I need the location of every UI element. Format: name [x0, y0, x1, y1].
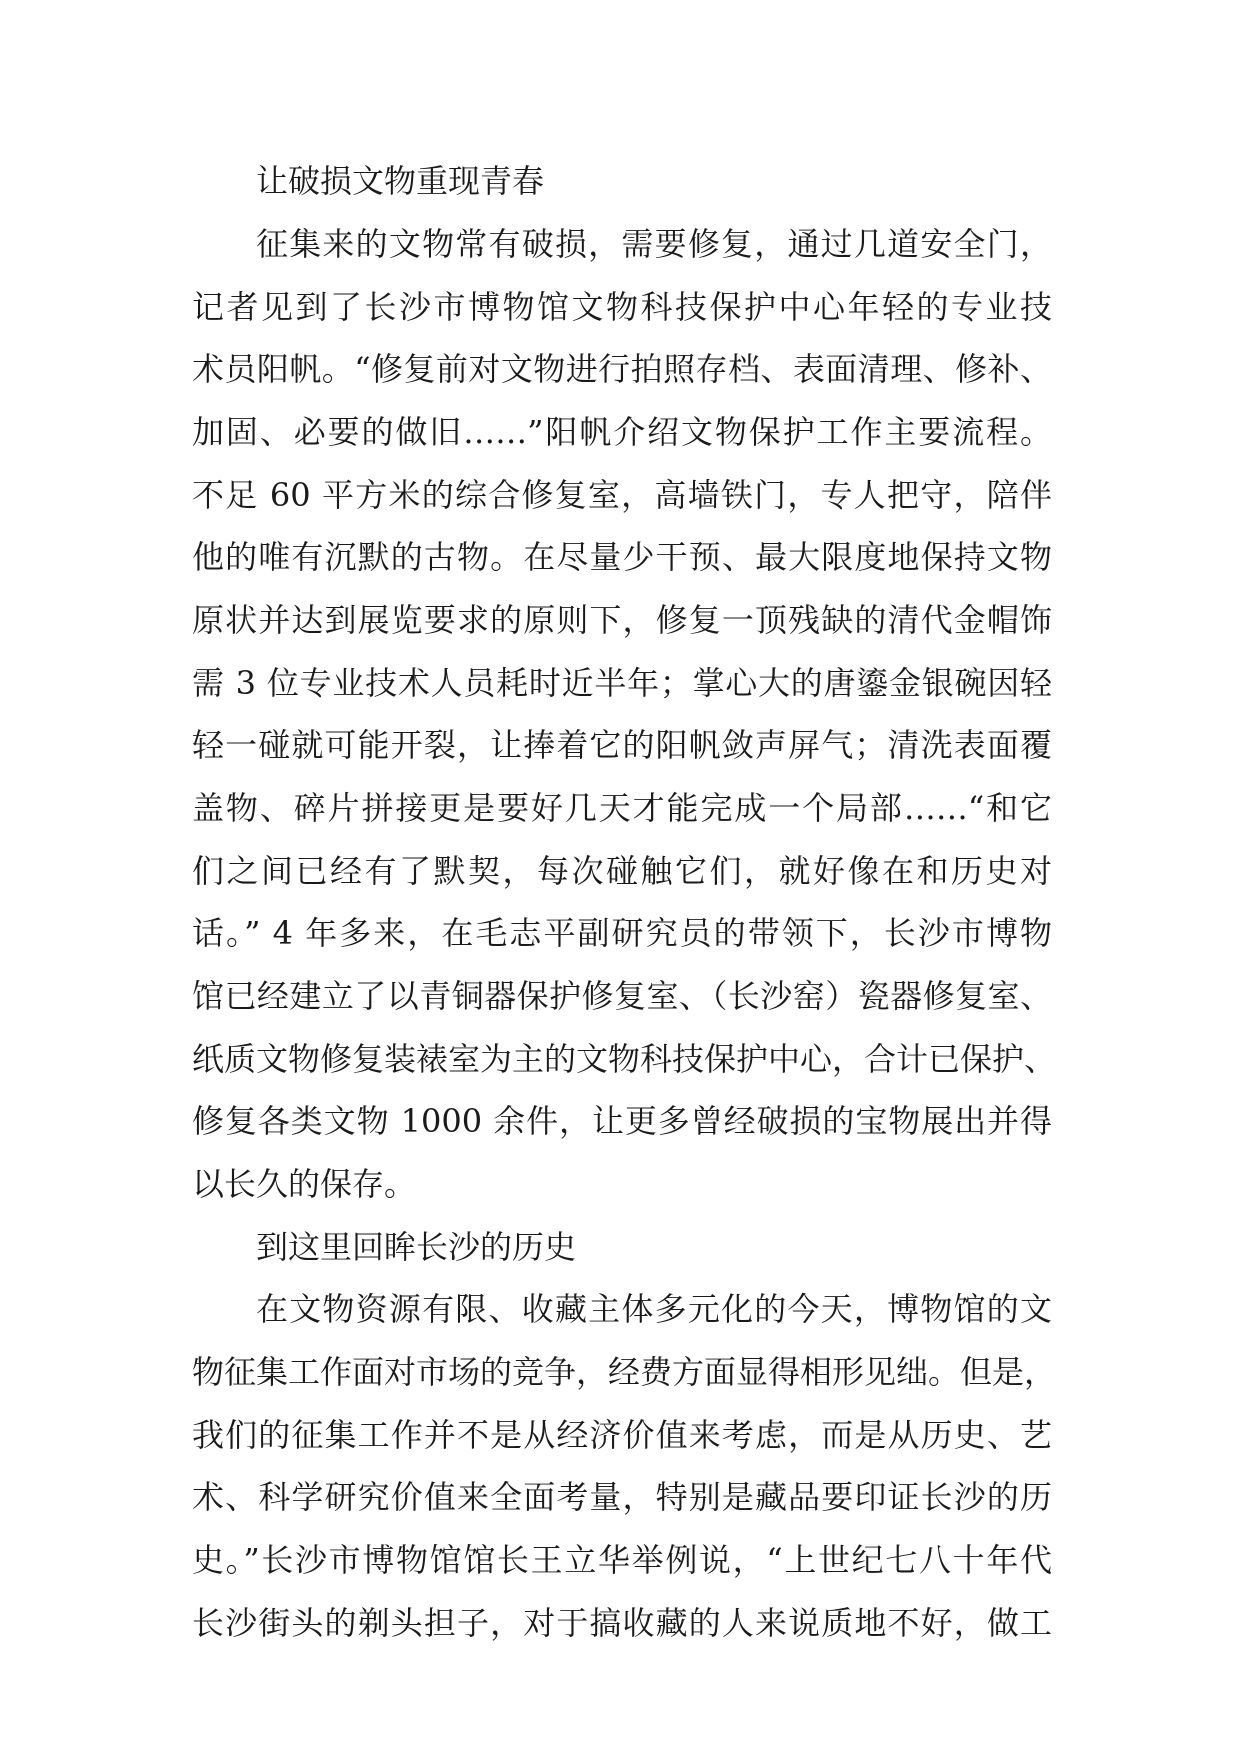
paragraph-line: 纸质文物修复装裱室为主的文物科技保护中心，合计已保护、: [192, 1040, 1057, 1078]
paragraph-line: 记者见到了长沙市博物馆文物科技保护中心年轻的专业技: [192, 288, 1052, 326]
paragraph-line: 术、科学研究价值来全面考量，特别是藏品要印证长沙的历: [192, 1478, 1052, 1516]
paragraph-line: 在文物资源有限、收藏主体多元化的今天，博物馆的文: [256, 1290, 1052, 1328]
paragraph-line: 馆已经建立了以青铜器保护修复室、（长沙窑）瓷器修复室、: [192, 977, 1052, 1015]
paragraph-line: 们之间已经有了默契，每次碰触它们，就好像在和历史对: [192, 852, 1052, 890]
paragraph-line: 物征集工作面对市场的竞争，经费方面显得相形见绌。但是，: [192, 1353, 1057, 1391]
paragraph-line: 以长久的保存。: [192, 1165, 417, 1203]
section-heading: 让破损文物重现青春: [256, 162, 545, 200]
paragraph-line: 轻一碰就可能开裂，让捧着它的阳帆敛声屏气；清洗表面覆: [192, 726, 1052, 764]
paragraph-line: 需 3 位专业技术人员耗时近半年；掌心大的唐鎏金银碗因轻: [192, 664, 1052, 702]
paragraph-line: 盖物、碎片拼接更是要好几天才能完成一个局部……“和它: [192, 789, 1052, 827]
paragraph-line: 他的唯有沉默的古物。在尽量少干预、最大限度地保持文物: [192, 538, 1052, 576]
paragraph-line: 不足 60 平方米的综合修复室，高墙铁门，专人把守，陪伴: [192, 476, 1052, 514]
paragraph-line: 加固、必要的做旧……”阳帆介绍文物保护工作主要流程。: [192, 413, 1052, 451]
paragraph-line: 原状并达到展览要求的原则下，修复一顶残缺的清代金帽饰: [192, 601, 1052, 639]
paragraph-line: 史。”长沙市博物馆馆长王立华举例说，“上世纪七八十年代: [192, 1541, 1052, 1579]
section-heading: 到这里回眸长沙的历史: [256, 1228, 577, 1266]
paragraph-line: 我们的征集工作并不是从经济价值来考虑，而是从历史、艺: [192, 1416, 1052, 1454]
paragraph-line: 术员阳帆。“修复前对文物进行拍照存档、表面清理、修补、: [192, 350, 1052, 388]
paragraph-line: 话。” 4 年多来，在毛志平副研究员的带领下，长沙市博物: [192, 914, 1052, 952]
paragraph-line: 征集来的文物常有破损，需要修复，通过几道安全门，: [256, 225, 1052, 263]
paragraph-line: 修复各类文物 1000 余件，让更多曾经破损的宝物展出并得: [192, 1102, 1052, 1140]
paragraph-line: 长沙街头的剃头担子，对于搞收藏的人来说质地不好，做工: [192, 1604, 1052, 1642]
